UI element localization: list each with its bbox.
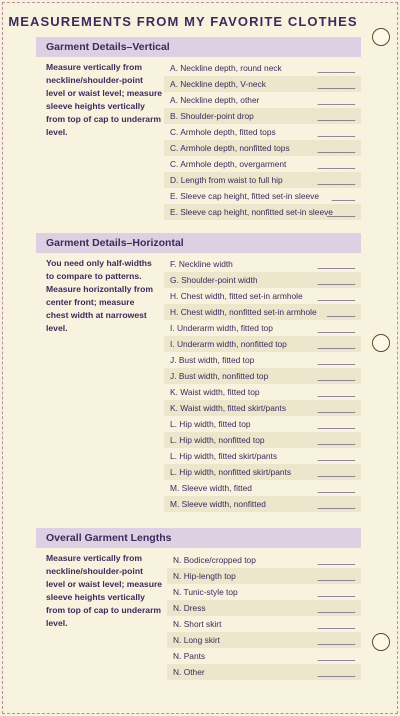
measurement-row	[164, 480, 361, 496]
measurement-row	[167, 600, 361, 616]
row-label: B. Shoulder-point drop	[170, 111, 254, 121]
row-label: C. Armhole depth, nonfitted tops	[170, 143, 290, 153]
section-heading: Garment Details–Vertical	[36, 37, 361, 57]
binder-hole-icon	[372, 633, 390, 651]
row-label: K. Waist width, fitted skirt/pants	[170, 403, 287, 413]
measurement-row	[164, 108, 361, 124]
measurement-row	[164, 368, 361, 384]
section-heading: Garment Details–Horizontal	[36, 233, 361, 253]
write-in-blank[interactable]: ______	[327, 307, 355, 317]
row-label: N. Hip-length top	[173, 571, 236, 581]
write-in-blank[interactable]: ________	[317, 467, 355, 477]
row-label: I. Underarm width, fitted top	[170, 323, 273, 333]
row-label: E. Sleeve cap height, fitted set-in sleeve	[170, 191, 319, 201]
section-vertical	[36, 37, 361, 222]
row-label: C. Armhole depth, overgarment	[170, 159, 287, 169]
measurement-row	[164, 288, 361, 304]
row-label: N. Long skirt	[173, 635, 221, 645]
row-label: A. Neckline depth, other	[170, 95, 260, 105]
measurement-row	[164, 60, 361, 76]
row-label: H. Chest width, fitted set-in armhole	[170, 291, 303, 301]
measurement-row	[164, 172, 361, 188]
row-label: J. Bust width, fitted top	[170, 355, 255, 365]
binder-hole-icon	[372, 334, 390, 352]
write-in-blank[interactable]: ________	[317, 667, 355, 677]
write-in-blank[interactable]: ________	[317, 603, 355, 613]
measurement-row	[164, 400, 361, 416]
measurement-list	[167, 552, 361, 680]
section-instructions: Measure vertically from neckline/shoulder-point level or waist level; measure sleeve heights vertically from top of cap to underarm level.	[46, 553, 163, 628]
write-in-blank[interactable]: ______	[327, 207, 355, 217]
measurement-row	[164, 140, 361, 156]
write-in-blank[interactable]: ________	[317, 571, 355, 581]
section-instructions: Measure vertically from neckline/shoulder-point level or waist level; measure sleeve heights vertically from top of cap to underarm level.	[46, 62, 163, 137]
write-in-blank[interactable]: ________	[317, 259, 355, 269]
measurement-row	[167, 632, 361, 648]
row-label: I. Underarm width, nonfitted top	[170, 339, 287, 349]
row-label: L. Hip width, fitted top	[170, 419, 251, 429]
write-in-blank[interactable]: ________	[317, 619, 355, 629]
measurement-row	[167, 648, 361, 664]
measurement-row	[164, 320, 361, 336]
write-in-blank[interactable]: ________	[317, 63, 355, 73]
measurement-list	[164, 256, 361, 512]
write-in-blank[interactable]: ________	[317, 419, 355, 429]
write-in-blank[interactable]: ________	[317, 95, 355, 105]
write-in-blank[interactable]: ________	[317, 111, 355, 121]
section-horizontal	[36, 233, 361, 518]
write-in-blank[interactable]: ________	[317, 143, 355, 153]
write-in-blank[interactable]: ________	[317, 291, 355, 301]
section-overall-lengths	[36, 528, 361, 688]
measurement-row	[167, 616, 361, 632]
write-in-blank[interactable]: _____	[331, 191, 355, 201]
measurement-row	[164, 336, 361, 352]
section-heading: Overall Garment Lengths	[36, 528, 361, 548]
row-label: D. Length from waist to full hip	[170, 175, 283, 185]
write-in-blank[interactable]: ________	[317, 555, 355, 565]
measurement-row	[164, 204, 361, 220]
row-label: L. Hip width, nonfitted top	[170, 435, 265, 445]
row-label: E. Sleeve cap height, nonfitted set-in sleeve	[170, 207, 333, 217]
row-label: N. Pants	[173, 651, 206, 661]
measurement-row	[164, 304, 361, 320]
write-in-blank[interactable]: ________	[317, 435, 355, 445]
write-in-blank[interactable]: ________	[317, 403, 355, 413]
measurement-row	[164, 464, 361, 480]
measurement-row	[164, 432, 361, 448]
measurement-row	[164, 272, 361, 288]
measurement-row	[164, 256, 361, 272]
row-label: N. Short skirt	[173, 619, 222, 629]
write-in-blank[interactable]: ________	[317, 499, 355, 509]
write-in-blank[interactable]: ________	[317, 387, 355, 397]
row-label: H. Chest width, nonfitted set-in armhole	[170, 307, 317, 317]
row-label: C. Armhole depth, fitted tops	[170, 127, 276, 137]
row-label: A. Neckline depth, V-neck	[170, 79, 266, 89]
row-label: M. Sleeve width, nonfitted	[170, 499, 266, 509]
row-label: J. Bust width, nonfitted top	[170, 371, 269, 381]
measurement-row	[164, 416, 361, 432]
measurement-row	[164, 124, 361, 140]
write-in-blank[interactable]: ________	[317, 159, 355, 169]
row-label: A. Neckline depth, round neck	[170, 63, 282, 73]
row-label: F. Neckline width	[170, 259, 233, 269]
write-in-blank[interactable]: ________	[317, 339, 355, 349]
row-label: L. Hip width, nonfitted skirt/pants	[170, 467, 292, 477]
write-in-blank[interactable]: ________	[317, 371, 355, 381]
measurement-row	[164, 448, 361, 464]
row-label: K. Waist width, fitted top	[170, 387, 260, 397]
write-in-blank[interactable]: ________	[317, 355, 355, 365]
row-label: L. Hip width, fitted skirt/pants	[170, 451, 278, 461]
measurement-row	[164, 76, 361, 92]
measurement-row	[167, 552, 361, 568]
measurement-row	[164, 496, 361, 512]
measurement-row	[167, 584, 361, 600]
row-label: M. Sleeve width, fitted	[170, 483, 252, 493]
row-label: N. Other	[173, 667, 205, 677]
measurement-row	[167, 568, 361, 584]
measurement-row	[164, 384, 361, 400]
page-title: MEASUREMENTS FROM MY FAVORITE CLOTHES	[8, 14, 358, 29]
write-in-blank[interactable]: ________	[317, 275, 355, 285]
write-in-blank[interactable]: ________	[317, 635, 355, 645]
measurement-row	[164, 352, 361, 368]
write-in-blank[interactable]: ________	[317, 175, 355, 185]
write-in-blank[interactable]: ________	[317, 651, 355, 661]
measurement-row	[164, 156, 361, 172]
write-in-blank[interactable]: ________	[317, 587, 355, 597]
write-in-blank[interactable]: ________	[317, 451, 355, 461]
measurement-list	[164, 60, 361, 220]
write-in-blank[interactable]: ________	[317, 483, 355, 493]
row-label: N. Dress	[173, 603, 206, 613]
row-label: N. Bodice/cropped top	[173, 555, 256, 565]
row-label: G. Shoulder-point width	[170, 275, 258, 285]
write-in-blank[interactable]: ________	[317, 127, 355, 137]
measurement-row	[164, 92, 361, 108]
row-label: N. Tunic-style top	[173, 587, 238, 597]
measurement-row	[164, 188, 361, 204]
write-in-blank[interactable]: ________	[317, 79, 355, 89]
write-in-blank[interactable]: ________	[317, 323, 355, 333]
measurement-row	[167, 664, 361, 680]
section-instructions: You need only half-widths to compare to patterns. Measure horizontally from center front; measure chest width at narrowest level.	[46, 258, 153, 333]
binder-hole-icon	[372, 28, 390, 46]
